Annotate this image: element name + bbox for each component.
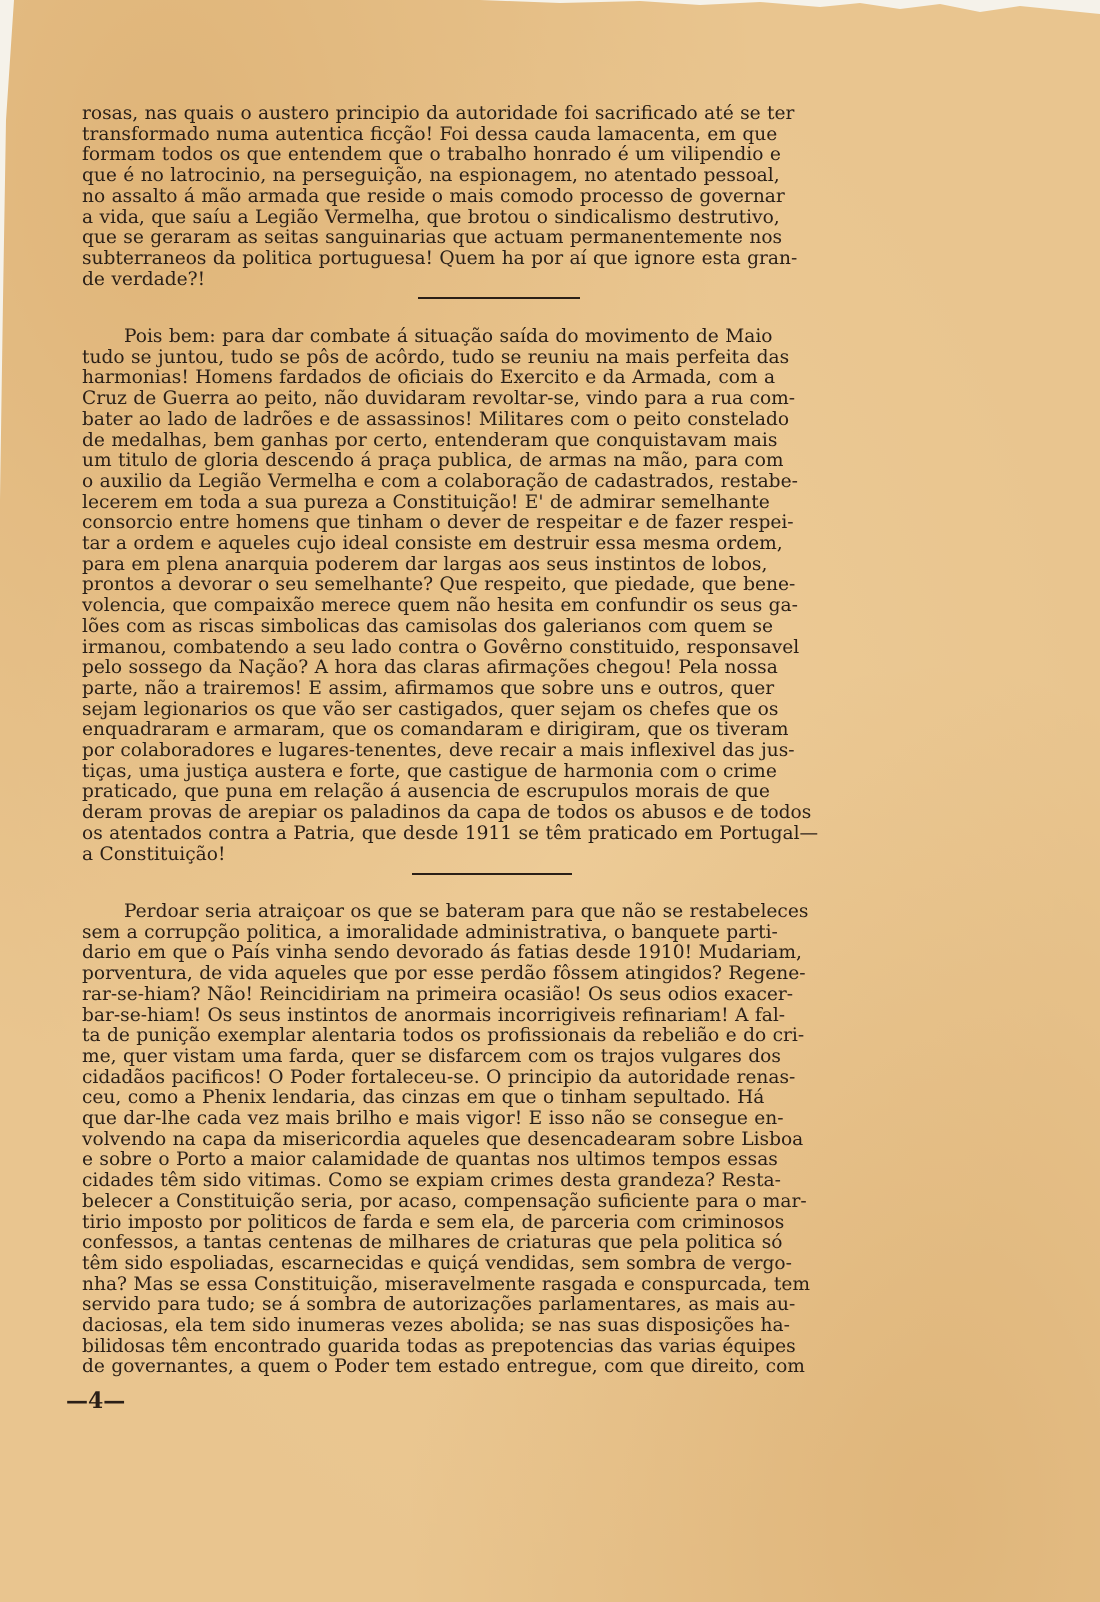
text-line: rosas, nas quais o austero principio da autoridade foi sacrificado até se ter xyxy=(82,103,795,124)
text-line: ceu, como a Phenix lendaria, das cinzas em que o tinham sepultado. Há xyxy=(82,1087,765,1109)
page-number: —4— xyxy=(66,1388,126,1414)
text-line: bilidosas têm encontrado guarida todas as prepotencias das varias équipes xyxy=(82,1335,796,1357)
text-line: têm sido espoliadas, escarnecidas e quiçá vendidas, sem sombra de vergo- xyxy=(82,1252,792,1274)
section-divider xyxy=(418,297,580,299)
text-line: consorcio entre homens que tinham o dever de respeitar e de fazer respei- xyxy=(82,512,794,534)
paragraph-2 xyxy=(82,327,928,865)
text-line: tiças, uma justiça austera e forte, que castigue de harmonia com o crime xyxy=(82,760,777,782)
text-line: volvendo na capa da misericordia aqueles que desencadearam sobre Lisboa xyxy=(82,1128,804,1150)
text-line: por colaboradores e lugares-tenentes, deve recair a mais inflexivel das jus- xyxy=(82,740,795,762)
text-line: servido para tudo; se á sombra de autorizações parlamentares, as mais au- xyxy=(82,1294,796,1316)
text-line: nha? Mas se essa Constituição, miseravelmente rasgada e conspurcada, tem xyxy=(82,1273,810,1295)
text-line: irmanou, combatendo a seu lado contra o Govêrno constituido, responsavel xyxy=(82,636,800,658)
text-line: parte, não a trairemos! E assim, afirmamos que sobre uns e outros, quer xyxy=(82,677,775,699)
text-line: para em plena anarquia poderem dar largas aos seus instintos de lobos, xyxy=(82,553,768,575)
text-line: o auxilio da Legião Vermelha e com a colaboração de cadastrados, restabe- xyxy=(82,470,798,492)
text-line: deram provas de arepiar os paladinos da capa de todos os abusos e de todos xyxy=(82,802,812,824)
text-line: a vida, que saíu a Legião Vermelha, que brotou o sindicalismo destrutivo, xyxy=(82,206,780,228)
text-line: formam todos os que entendem que o trabalho honrado é um vilipendio e xyxy=(82,144,781,166)
text-line: que é no latrocinio, na perseguição, na espionagem, no atentado pessoal, xyxy=(82,165,780,187)
text-line: enquadraram e armaram, que os comandaram e dirigiram, que os tiveram xyxy=(82,719,789,741)
text-line: daciosas, ela tem sido inumeras vezes abolida; se nas suas disposições ha- xyxy=(82,1315,790,1337)
text-line: tirio imposto por politicos de farda e sem ela, de parceria com criminosos xyxy=(82,1211,785,1233)
text-line: pelo sossego da Nação? A hora das claras afirmações chegou! Pela nossa xyxy=(82,657,778,679)
text-line: subterraneos da politica portuguesa! Quem ha por aí que ignore esta gran- xyxy=(82,247,798,269)
text-line: cidadãos pacificos! O Poder fortaleceu-se. O principio da autoridade renas- xyxy=(82,1066,796,1088)
text-line: harmonias! Homens fardados de oficiais do Exercito e da Armada, com a xyxy=(82,367,776,389)
text-line: confessos, a tantas centenas de milhares de criaturas que pela politica só xyxy=(82,1232,783,1254)
text-line: Cruz de Guerra ao peito, não duvidaram revoltar-se, vindo para a rua com- xyxy=(82,388,796,410)
text-line: rar-se-hiam? Não! Reincidiriam na primeira ocasião! Os seus odios exacer- xyxy=(82,983,794,1005)
text-line: que dar-lhe cada vez mais brilho e mais vigor! E isso não se consegue en- xyxy=(82,1108,784,1130)
text-line: Pois bem: para dar combate á situação saída do movimento de Maio xyxy=(124,326,773,347)
text-line: prontos a devorar o seu semelhante? Que respeito, que piedade, que bene- xyxy=(82,574,796,596)
paragraph-1 xyxy=(82,104,928,290)
text-line: bater ao lado de ladrões e de assassinos! Militares com o peito constelado xyxy=(82,408,790,430)
text-line: Perdoar seria atraiçoar os que se bateram para que não se restabeleces xyxy=(124,901,809,922)
text-line: lões com as riscas simbolicas das camisolas dos galerianos com quem se xyxy=(82,615,774,637)
text-line: tudo se juntou, tudo se pôs de acôrdo, tudo se reuniu na mais perfeita das xyxy=(82,346,790,368)
text-line: dario em que o País vinha sendo devorado ás fatias desde 1910! Mudariam, xyxy=(82,942,802,964)
text-line: transformado numa autentica ficção! Foi dessa cauda lamacenta, em que xyxy=(82,123,778,145)
text-line: ta de punição exemplar alentaria todos os profissionais da rebelião e do cri- xyxy=(82,1025,805,1047)
text-line: os atentados contra a Patria, que desde 1911 se têm praticado em Portugal— xyxy=(82,822,819,844)
text-line: praticado, que puna em relação á ausencia de escrupulos morais de que xyxy=(82,781,770,803)
text-line: sem a corrupção politica, a imoralidade administrativa, o banquete parti- xyxy=(82,921,778,943)
text-line: bar-se-hiam! Os seus instintos de anormais incorrigiveis refinariam! A fal- xyxy=(82,1004,786,1026)
text-line: no assalto á mão armada que reside o mais comodo processo de governar xyxy=(82,185,785,207)
text-line: sejam legionarios os que vão ser castigados, quer sejam os chefes que os xyxy=(82,698,779,720)
text-line: e sobre o Porto a maior calamidade de quantas nos ultimos tempos essas xyxy=(82,1149,778,1171)
text-line: um titulo de gloria descendo á praça publica, de armas na mão, para com xyxy=(82,450,784,472)
text-line: a Constituição! xyxy=(82,843,226,865)
torn-top-edge xyxy=(0,0,1100,40)
section-divider xyxy=(412,873,572,875)
text-line: que se geraram as seitas sanguinarias que actuam permanentemente nos xyxy=(82,227,783,249)
torn-left-edge xyxy=(0,0,20,1602)
text-line: tar a ordem e aqueles cujo ideal consiste em destruir essa mesma ordem, xyxy=(82,533,783,555)
paragraph-3 xyxy=(82,902,928,1378)
text-line: de medalhas, bem ganhas por certo, entenderam que conquistavam mais xyxy=(82,429,778,451)
text-line: de governantes, a quem o Poder tem estado entregue, com que direito, com xyxy=(82,1356,805,1378)
text-line: belecer a Constituição seria, por acaso, compensação suficiente para o mar- xyxy=(82,1190,807,1212)
text-line: porventura, de vida aqueles que por esse perdão fôssem atingidos? Regene- xyxy=(82,963,806,985)
text-line: me, quer vistam uma farda, quer se disfarcem com os trajos vulgares dos xyxy=(82,1045,781,1067)
text-line: volencia, que compaixão merece quem não hesita em confundir os seus ga- xyxy=(82,595,798,617)
text-line: lecerem em toda a sua pureza a Constituição! E' de admirar semelhante xyxy=(82,491,770,513)
text-line: de verdade?! xyxy=(82,268,206,290)
text-line: cidades têm sido vitimas. Como se expiam crimes desta grandeza? Resta- xyxy=(82,1170,781,1192)
